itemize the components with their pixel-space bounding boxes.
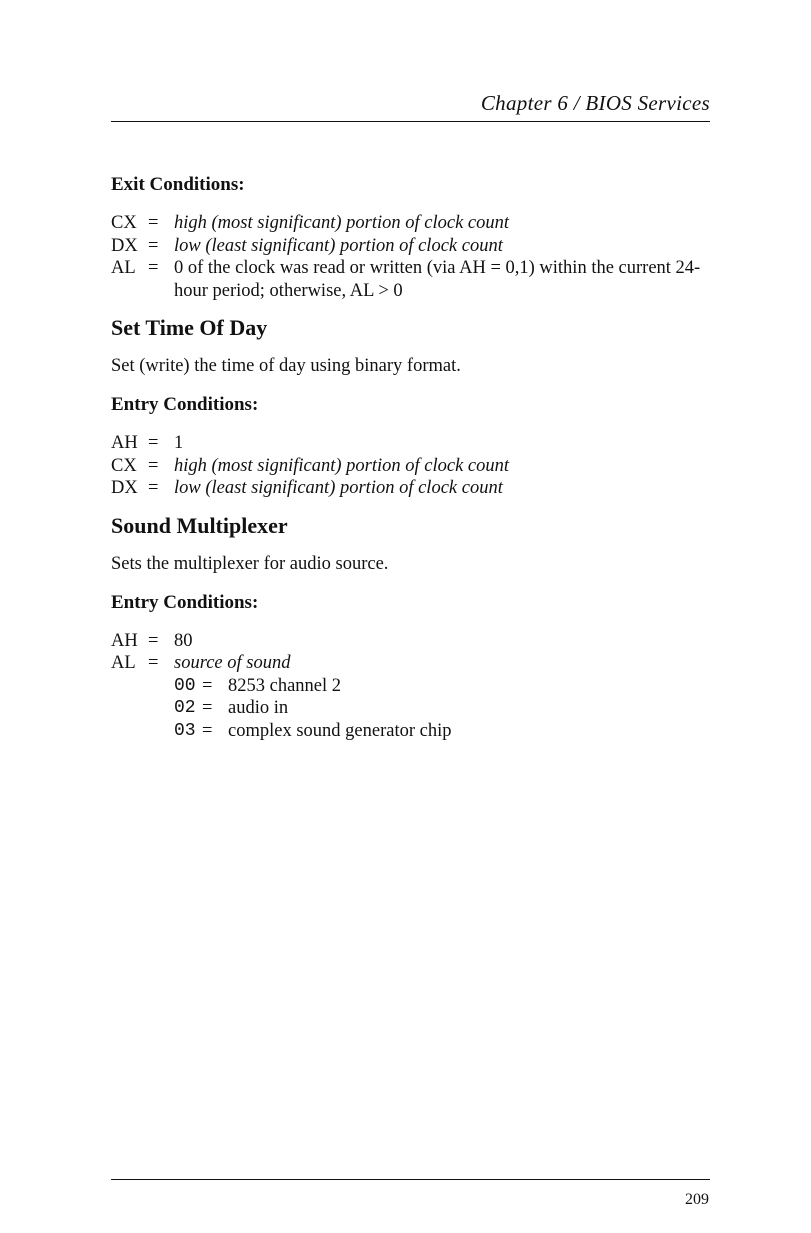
equals-sign: = [148, 433, 159, 453]
page-number: 209 [685, 1191, 709, 1208]
register-name: CX [111, 455, 137, 476]
register-description: high (most significant) portion of clock count [174, 213, 510, 233]
register-row [111, 455, 711, 478]
equals-sign: = [202, 720, 213, 741]
equals-sign: = [148, 630, 159, 651]
register-description: source of sound [174, 653, 291, 673]
equals-sign: = [148, 213, 159, 233]
register-name: DX [111, 478, 138, 498]
source-description: 8253 channel 2 [228, 675, 342, 696]
register-name: AL [111, 258, 136, 278]
set-time-entry-list [111, 432, 711, 500]
set-time-entry-heading: Entry Conditions: [111, 394, 259, 415]
equals-sign: = [148, 478, 159, 498]
source-code: 03 [174, 720, 196, 741]
sound-source-row [111, 697, 711, 720]
register-name: CX [111, 213, 137, 233]
footer-rule [111, 1179, 710, 1180]
source-code: 02 [174, 698, 196, 718]
source-description: audio in [228, 698, 289, 718]
page-content [111, 172, 711, 754]
register-row [111, 432, 711, 455]
sound-source-row [111, 675, 711, 698]
register-description: 80 [174, 630, 193, 651]
exit-conditions-heading: Exit Conditions: [111, 174, 245, 195]
exit-conditions-list [111, 212, 711, 302]
register-row [111, 630, 711, 653]
sound-multiplexer-description: Sets the multiplexer for audio source. [111, 553, 389, 574]
register-row [111, 212, 711, 235]
register-description: low (least significant) portion of clock count [174, 235, 503, 256]
equals-sign: = [148, 258, 159, 278]
equals-sign: = [202, 698, 213, 718]
running-head: Chapter 6 / BIOS Services [480, 91, 710, 115]
register-row [111, 477, 711, 500]
equals-sign: = [148, 455, 159, 476]
register-row [111, 257, 711, 302]
source-description: complex sound generator chip [228, 720, 452, 741]
register-description: 0 of the clock was read or written (via AH = 0,1) within the current 24-hour period; otherwise, AL > 0 [174, 258, 701, 301]
register-name: AL [111, 653, 136, 673]
set-time-description: Set (write) the time of day using binary format. [111, 356, 461, 376]
source-code: 00 [174, 675, 196, 696]
register-description: low (least significant) portion of clock count [174, 478, 503, 498]
sound-mux-entry-heading: Entry Conditions: [111, 591, 259, 613]
register-row [111, 652, 711, 675]
register-row [111, 235, 711, 258]
register-description: 1 [174, 433, 184, 453]
equals-sign: = [202, 675, 213, 696]
equals-sign: = [148, 235, 159, 256]
sound-source-row [111, 720, 711, 743]
register-name: AH [111, 630, 138, 651]
set-time-of-day-title: Set Time Of Day [111, 315, 268, 340]
sound-mux-entry-list [111, 630, 711, 743]
register-description: high (most significant) portion of clock count [174, 455, 510, 476]
sound-multiplexer-title: Sound Multiplexer [111, 512, 288, 538]
register-name: AH [111, 433, 138, 453]
register-name: DX [111, 235, 138, 256]
header-rule [111, 121, 710, 122]
equals-sign: = [148, 653, 159, 673]
